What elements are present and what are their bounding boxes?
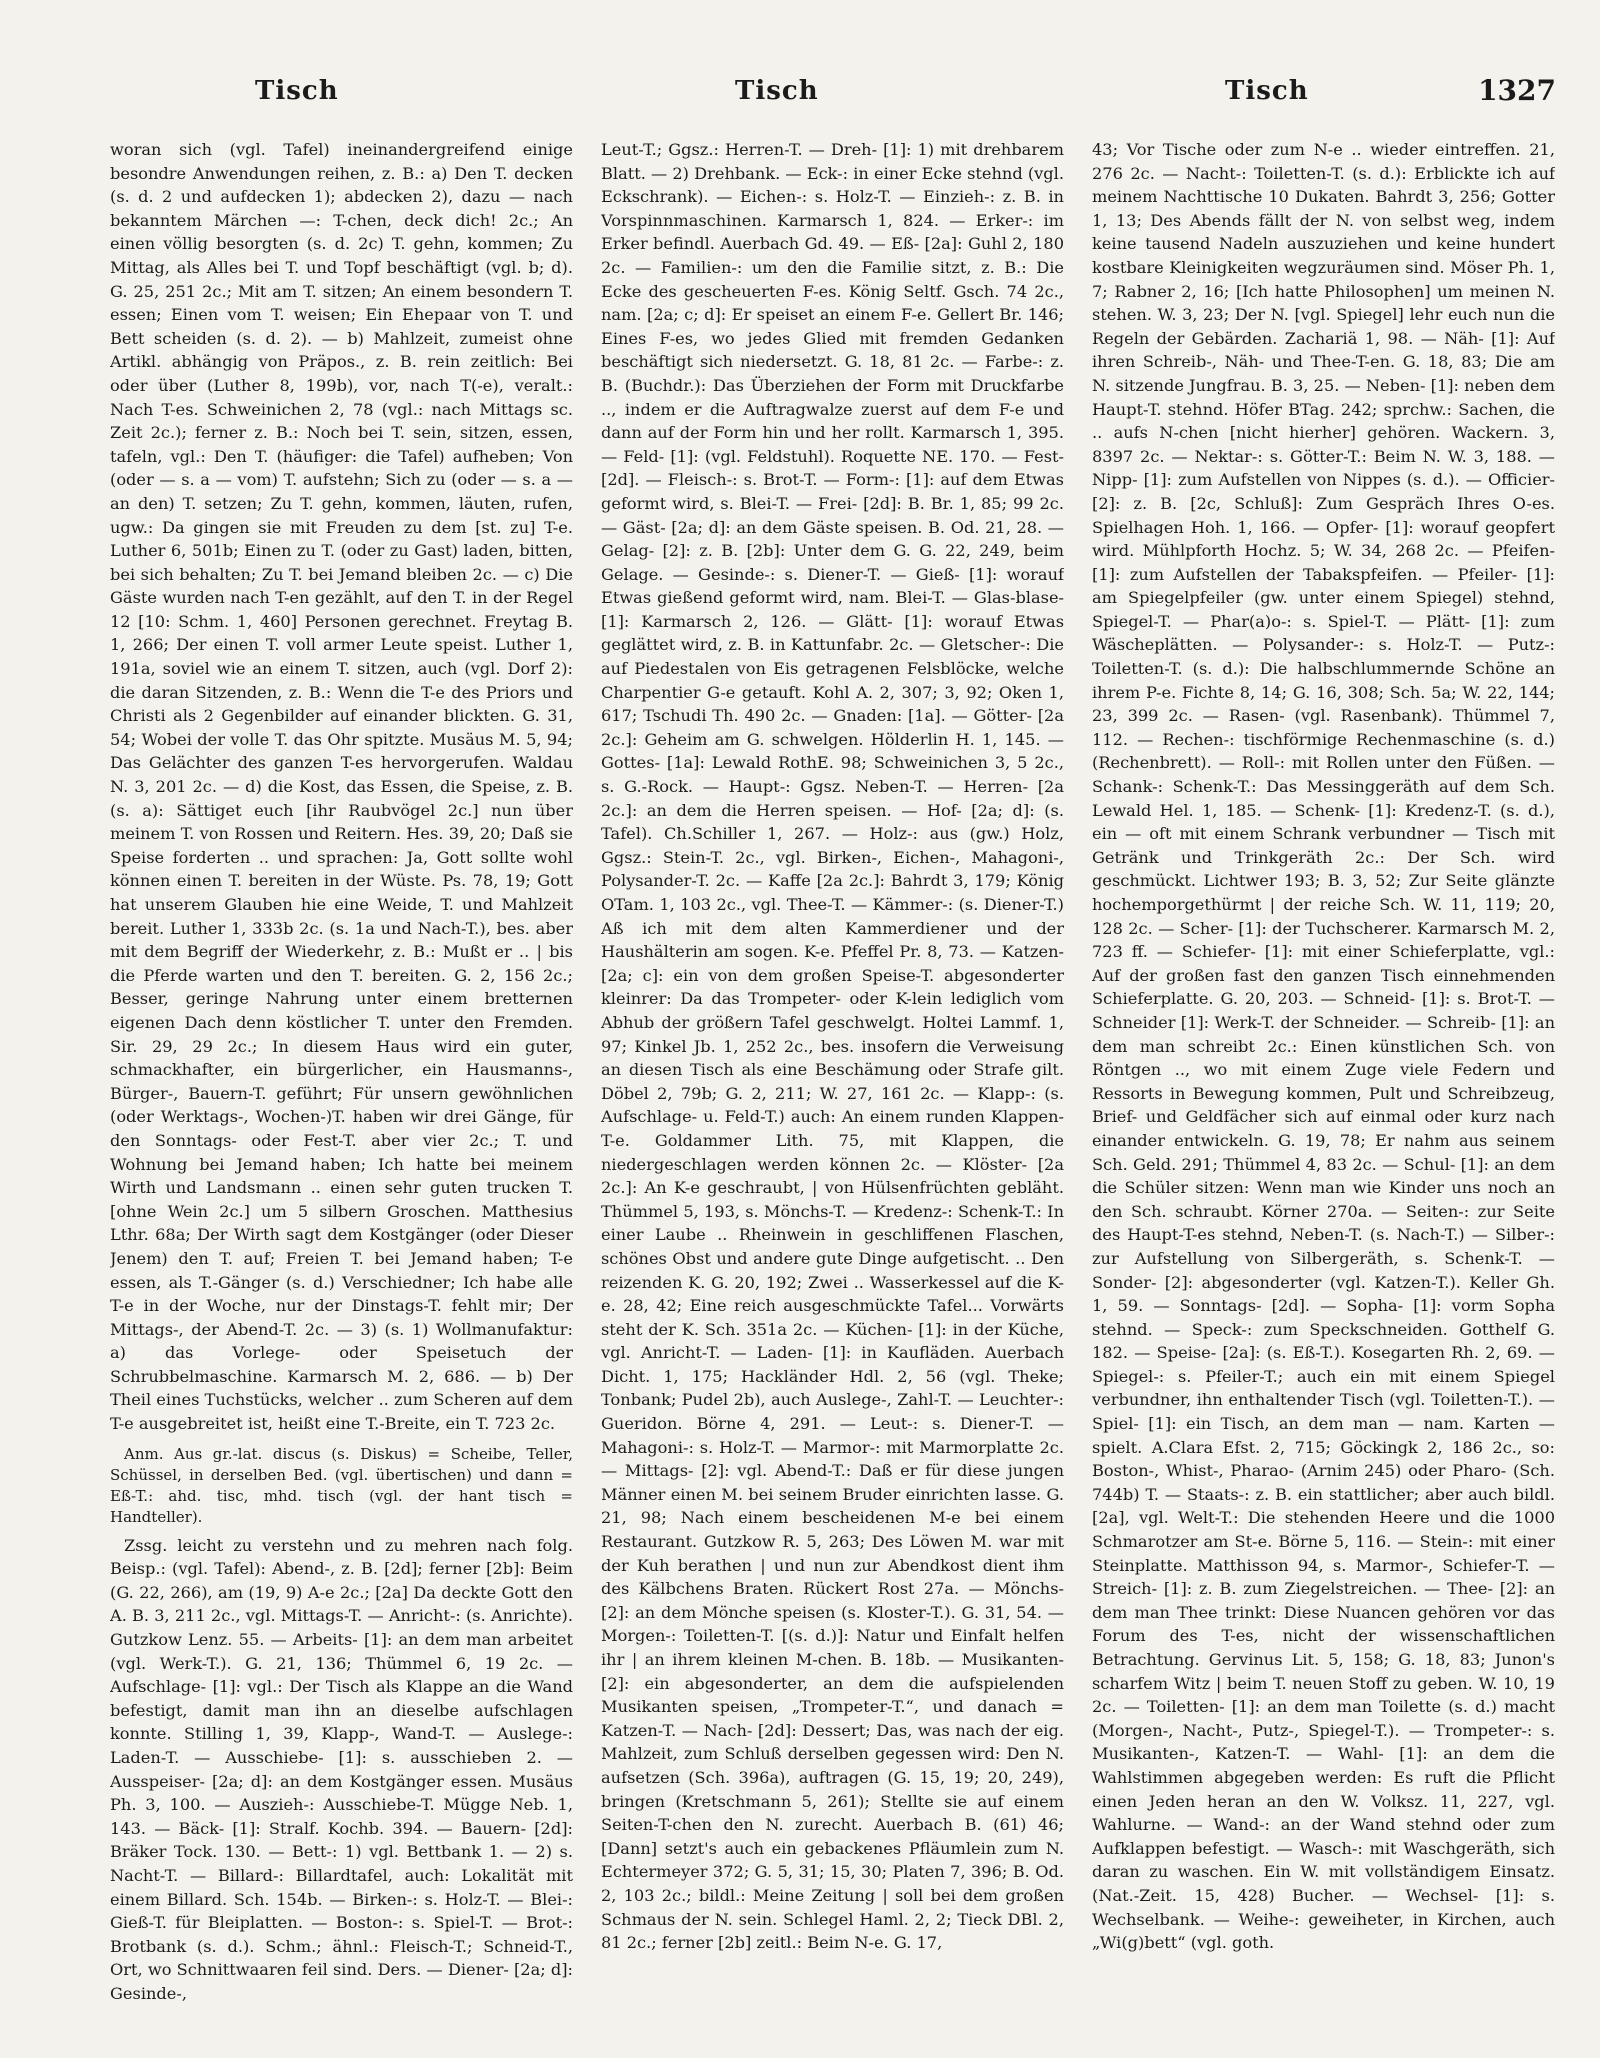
page-number: 1327 (1478, 74, 1556, 107)
column-3 (1092, 138, 1555, 2058)
column-2 (601, 138, 1064, 2058)
left-running-head: Tisch (255, 76, 339, 106)
column-1 (110, 138, 573, 2058)
page-header (110, 70, 1556, 120)
right-running-head: Tisch (1225, 76, 1309, 106)
column-2-paragraph: Leut-T.; Ggsz.: Herren-T. — Dreh- [1]: 1) mit drehbarem Blatt. — 2) Drehbank. — Eck-: in einer Ecke stehnd (vgl. Eckschrank). — Eichen-: s. Holz-T. — Einzieh-: z. B. in Vorspinnmaschinen. Karmarsch 1, 824. — Erker-: im Erker befindl. Auerbach Gd. 49. — Eß- [2a]: Guhl 2, 180 2c. — Familien-: um den die Familie sitzt, z. B.: Die Ecke des gescheuerten F-es. König Seltf. Gsch. 74 2c., nam. [2a; c; d]: Er speiset an einem F-e. Gellert Br. 146; Eines F-es, wo jedes Glied mit fremden Gedanken beschäftigt sich niedersetzt. G. 18, 81 2c. — Farbe-: z. B. (Buchdr.): Das Überziehen der Form mit Druckfarbe .., indem er die Auftragwalze zuerst auf dem F-e und dann auf der Form hin und her rollt. Karmarsch 1, 395. — Feld- [1]: (vgl. Feldstuhl). Roquette NE. 170. — Fest- [2d]. — Fleisch-: s. Brot-T. — Form-: [1]: auf dem Etwas geformt wird, s. Blei-T. — Frei- [2d]: B. Br. 1, 85; 99 2c. — Gäst- [2a; d]: an dem Gäste speisen. B. Od. 21, 28. — Gelag- [2]: z. B. [2b]: Unter dem G. G. 22, 249, beim Gelage. — Gesinde-: s. Diener-T. — Gieß- [1]: worauf Etwas gießend geformt wird, nam. Blei-T. — Glas-blase- [1]: Karmarsch 2, 126. — Glätt- [1]: worauf Etwas geglättet wird, z. B. in Kattunfabr. 2c. — Gletscher-: Die auf Piedestalen von Eis getragenen Felsblöcke, welche Charpentier G-e getauft. Kohl A. 2, 307; 3, 92; Oken 1, 617; Tschudi Th. 490 2c. — Gnaden: [1a]. — Götter- [2a 2c.]: Geheim am G. schwelgen. Hölderlin H. 1, 145. — Gottes- [1a]: Lewald RothE. 98; Schweinichen 3, 5 2c., s. G.-Rock. — Haupt-: Ggsz. Neben-T. — Herren- [2a 2c.]: an dem die Herren speisen. — Hof- [2a; d]: (s. Tafel). Ch.Schiller 1, 267. — Holz-: aus (gw.) Holz, Ggsz.: Stein-T. 2c., vgl. Birken-, Eichen-, Mahagoni-, Polysander-T. 2c. — Kaffe [2a 2c.]: Bahrdt 3, 179; König OTam. 1, 103 2c., vgl. Thee-T. — Kämmer-: (s. Diener-T.) Aß ich mit dem alten Kammerdiener und der Haushälterin am sogen. K-e. Pfeffel Pr. 8, 73. — Katzen- [2a; c]: ein von dem großen Speise-T. abgesonderter kleinrer: Da das Trompeter- oder K-lein lediglich vom Abhub der größern Tafel geschwelgt. Holtei Lammf. 1, 97; Kinkel Jb. 1, 252 2c., bes. insofern die Verweisung an diesen Tisch als eine Beschämung oder Strafe gilt. Döbel 2, 79b; G. 2, 211; W. 27, 161 2c. — Klapp-: (s. Aufschlage- u. Feld-T.) auch: An einem runden Klappen-T-e. Goldammer Lith. 75, mit Klappen, die niedergeschlagen werden können 2c. — Klöster- [2a 2c.]: An K-e geschraubt, | von Hülsenfrüchten gebläht. Thümmel 5, 193, s. Mönchs-T. — Kredenz-: Schenk-T.: In einer Laube .. Rheinwein in geschliffenen Flaschen, schönes Obst und andere gute Dinge aufgetischt. .. Den reizenden K. G. 20, 192; Zwei .. Wasserkessel auf die K-e. 28, 42; Eine reich ausgeschmückte Tafel... Vorwärts steht der K. Sch. 351a 2c. — Küchen- [1]: in der Küche, vgl. Anricht-T. — Laden- [1]: in Kaufläden. Auerbach Dicht. 1, 175; Hackländer Hdl. 2, 56 (vgl. Theke; Tonbank; Pudel 2b), auch Auslege-, Zahl-T. — Leuchter-: Gueridon. Börne 4, 291. — Leut-: s. Diener-T. — Mahagoni-: s. Holz-T. — Marmor-: mit Marmorplatte 2c. — Mittags- [2]: vgl. Abend-T.: Daß er für diese jungen Männer einen M. bei seinem Bruder einrichten lasse. G. 21, 98; Nach einem bescheidenen M-e bei einem Restaurant. Gutzkow R. 5, 263; Des Löwen M. war mit der Kuh berathen | und nun zur Abendkost dient ihm des Kälbchens Braten. Rückert Rost 27a. — Mönchs- [2]: an dem Mönche speisen (s. Kloster-T.). G. 31, 54. — Morgen-: Toiletten-T. [(s. d.)]: Natur und Einfalt helfen ihr | an ihrem kleinen M-chen. B. 18b. — Musikanten- [2]: ein abgesonderter, an dem die aufspielenden Musikanten speisen, „Trompeter-T.“, und danach = Katzen-T. — Nach- [2d]: Dessert; Das, was nach der eig. Mahlzeit, zum Schluß derselben gegessen wird: Den N. aufsetzen (Sch. 396a), auftragen (G. 15, 19; 20, 249), bringen (Kretschmann 5, 261); Stellte sie auf einem Seiten-T-chen den N. zurecht. Auerbach B. (61) 46; [Dann] setzt's auch ein gebackenes Pfläumlein zum N. Echtermeyer 372; G. 5, 31; 15, 30; Platen 7, 396; B. Od. 2, 103 2c.; bildl.: Meine Zeitung | soll bei dem großen Schmaus der N. sein. Schlegel Haml. 2, 2; Tieck DBl. 2, 81 2c.; ferner [2b] zeitl.: Beim N-e. G. 17, (601, 140, 1064, 1953)
column-1-paragraph: woran sich (vgl. Tafel) ineinandergreifend einige besondre Anwendungen reihen, z. B.: a) Den T. decken (s. d. 2 und aufdecken 1); abdecken 2), dazu — nach bekanntem Märchen —: T-chen, deck dich! 2c.; An einen völlig besorgten (s. d. 2c) T. gehn, kommen; Zu Mittag, als Alles bei T. und Topf beschäftigt (vgl. b; d). G. 25, 251 2c.; Mit am T. sitzen; An einem besondern T. essen; Einen vom T. weisen; Ein Ehepaar von T. und Bett scheiden (s. d. 2). — b) Mahlzeit, zumeist ohne Artikl. abhängig von Präpos., z. B. rein zeitlich: Bei oder über (Luther 8, 199b), vor, nach T(-e), veralt.: Nach T-es. Schweinichen 2, 78 (vgl.: nach Mittags sc. Zeit 2c.); ferner z. B.: Noch bei T. sein, sitzen, essen, tafeln, vgl.: Den T. (häufiger: die Tafel) aufheben; Von (oder — s. a — vom) T. aufstehn; Sich zu (oder — s. a — an den) T. setzen; Zu T. gehn, kommen, läuten, rufen, ugw.: Da gingen sie mit Freuden zu dem [st. zu] T-e. Luther 6, 501b; Einen zu T. (oder zu Gast) laden, bitten, bei sich behalten; Zu T. bei Jemand bleiben 2c. — c) Die Gäste wurden nach T-en gezählt, auf den T. in der Regel 12 [10: Schm. 1, 460] Personen gerechnet. Freytag B. 1, 266; Der einen T. voll armer Leute speist. Luther 1, 191a, soviel wie an einem T. sitzen, auch (vgl. Dorf 2): die daran Sitzenden, z. B.: Wenn die T-e des Priors und Christi als 2 Gegenbilder auf einander blickten. G. 31, 54; Wobei der volle T. das Ohr spitzte. Musäus M. 5, 94; Das Gelächter des ganzen T-es hervorgerufen. Waldau N. 3, 201 2c. — d) die Kost, das Essen, die Speise, z. B. (s. a): Sättiget euch [ihr Raubvögel 2c.] nun über meinem T. von Rossen und Reitern. Hes. 39, 20; Daß sie Speise forderten .. und sprachen: Ja, Gott sollte wohl können einen T. bereiten in der Wüste. Ps. 78, 19; Gott hat unserem Glauben hie eine Weide, T. und Mahlzeit bereit. Luther 1, 333b 2c. (s. 1a und Nach-T.), bes. aber mit dem Begriff der Wiederkehr, z. B.: Mußt er .. | bis die Pferde warten und den T. bereiten. G. 2, 156 2c.; Besser, geringe Nahrung unter einem bretternen eigenen Dach denn köstlicher T. unter den Fremden. Sir. 29, 29 2c.; In diesem Haus wird ein guter, schmackhafter, ein bürgerlicher, ein Hausmanns-, Bürger-, Bauern-T. geführt; Für unsern gewöhnlichen (oder Werktags-, Wochen-)T. haben wir drei Gänge, für den Sonntags- oder Fest-T. aber vier 2c.; T. und Wohnung bei Jemand haben; Ich hatte bei meinem Wirth und Landsmann .. einen sehr guten trucken T. [ohne Wein 2c.] um 5 silbern Groschen. Matthesius Lthr. 68a; Der Wirth sagt dem Kostgänger (oder Dieser Jenem) den T. auf; Freien T. bei Jemand haben; T-e essen, als T.-Gänger (s. d.) Verschiedner; Ich habe alle T-e in der Woche, nur der Dinstags-T. fehlt mir; Der Mittags-, der Abend-T. 2c. — 3) (s. 1) Wollmanufaktur: a) das Vorlege- oder Speisetuch der Schrubbelmaschine. Karmarsch M. 2, 686. — b) Der Theil eines Tuchstücks, welcher .. zum Scheren auf dem T-e ausgebreitet ist, heißt eine T.-Breite, ein T. 723 2c. (110, 140, 573, 1434)
column-1-compounds: Zssg. leicht zu verstehn und zu mehren nach folg. Beisp.: (vgl. Tafel): Abend-, z. B. [2d]; ferner [2b]: Beim (G. 22, 266), am (19, 9) A-e 2c.; [2a] Da deckte Gott den A. B. 3, 211 2c., vgl. Mittags-T. — Anricht-: (s. Anrichte). Gutzkow Lenz. 55. — Arbeits- [1]: an dem man arbeitet (vgl. Werk-T.). G. 21, 136; Thümmel 6, 19 2c. — Aufschlage- [1]: vgl.: Der Tisch als Klappe an die Wand befestigt, damit man ihn an dieselbe aufschlagen konnte. Stilling 1, 39, Klapp-, Wand-T. — Auslege-: Laden-T. — Ausschiebe- [1]: s. ausschieben 2. — Ausspeiser- [2a; d]: an dem Kostgänger essen. Musäus Ph. 3, 100. — Auszieh-: Ausschiebe-T. Mügge Neb. 1, 143. — Bäck- [1]: Stralf. Kochb. 394. — Bauern- [2d]: Bräker Tock. 130. — Bett-: 1) vgl. Bettbank 1. — 2) s. Nacht-T. — Billard-: Billardtafel, auch: Lokalität mit einem Billard. Sch. 154b. — Birken-: s. Holz-T. — Blei-: Gieß-T. für Bleiplatten. — Boston-: s. Spiel-T. — Brot-: Brotbank (s. d.). Schm.; ähnl.: Fleisch-T.; Schneid-T., Ort, wo Schnittwaaren feil sind. Ders. — Diener- [2a; d]: Gesinde-, (110, 1535, 573, 2003)
column-1-note: Anm. Aus gr.-lat. discus (s. Diskus) = Scheibe, Teller, Schüssel, in derselben Bed. (vgl. übertischen) und dann = Eß-T.: ahd. tisc, mhd. tisch (vgl. der hant tisch = Handteller). (110, 1444, 573, 1526)
column-3-paragraph: 43; Vor Tische oder zum N-e .. wieder eintreffen. 21, 276 2c. — Nacht-: Toiletten-T. (s. d.): Erblickte ich auf meinem Nachttische 10 Dukaten. Bahrdt 3, 256; Gotter 1, 13; Des Abends fällt der N. von selbst weg, indem keine tausend Nadeln auszuziehen und keine hundert kostbare Kleinigkeiten wegzuräumen sind. Möser Ph. 1, 7; Rabner 2, 16; [Ich hatte Philosophen] um meinen N. stehen. W. 3, 23; Der N. [vgl. Spiegel] lehr euch nun die Regeln der Gebärden. Zachariä 1, 98. — Näh- [1]: Auf ihren Schreib-, Näh- und Thee-T-en. G. 18, 83; Die am N. sitzende Jungfrau. B. 3, 25. — Neben- [1]: neben dem Haupt-T. stehnd. Höfer BTag. 242; sprchw.: Sachen, die .. aufs N-chen [nicht hierher] gehören. Wackern. 3, 8397 2c. — Nektar-: s. Götter-T.: Beim N. W. 3, 188. — Nipp- [1]: zum Aufstellen von Nippes (s. d.). — Officier- [2]: z. B. [2c, Schluß]: Zum Gespräch Ihres O-es. Spielhagen Hoh. 1, 166. — Opfer- [1]: worauf geopfert wird. Mühlpforth Hochz. 5; W. 34, 268 2c. — Pfeifen- [1]: zum Aufstellen der Tabakspfeifen. — Pfeiler- [1]: am Spiegelpfeiler (gw. unter einem Spiegel) stehnd, Spiegel-T. — Phar(a)o-: s. Spiel-T. — Plätt- [1]: zum Wäscheplätten. — Polysander-: s. Holz-T. — Putz-: Toiletten-T. (s. d.): Die halbschlummernde Schöne an ihrem P-e. Fichte 8, 14; G. 16, 308; Sch. 5a; W. 22, 144; 23, 399 2c. — Rasen- (vgl. Rasenbank). Thümmel 7, 112. — Rechen-: tischförmige Rechenmaschine (s. d.) (Rechenbrett). — Roll-: mit Rollen unter den Füßen. — Schank-: Schenk-T.: Das Messinggeräth auf dem Sch. Lewald Hel. 1, 185. — Schenk- [1]: Kredenz-T. (s. d.), ein — oft mit einem Schrank verbundner — Tisch mit Getränk und Trinkgeräth 2c.: Der Sch. wird geschmückt. Lichtwer 193; B. 3, 52; Zur Seite glänzte hochemporgethürmt | der reiche Sch. W. 11, 119; 20, 128 2c. — Scher- [1]: der Tuchscherer. Karmarsch M. 2, 723 ff. — Schiefer- [1]: mit einer Schieferplatte, vgl.: Auf der großen fast den ganzen Tisch einnehmenden Schieferplatte. G. 20, 203. — Schneid- [1]: s. Brot-T. — Schneider [1]: Werk-T. der Schneider. — Schreib- [1]: an dem man schreibt 2c.: Einen künstlichen Sch. von Röntgen .., wo mit einem Zuge viele Federn und Ressorts in Bewegung kommen, Pult und Schreibzeug, Brief- und Geldfächer sich auf einmal oder kurz nach einander entwickeln. G. 19, 78; Er nahm aus seinem Sch. Geld. 291; Thümmel 4, 83 2c. — Schul- [1]: an dem die Schüler sitzen: Wenn man wie Kinder uns noch an den Sch. schraubt. Körner 270a. — Seiten-: zur Seite des Haupt-T-es stehnd, Neben-T. (s. Nach-T.) — Silber-: zur Aufstellung von Silbergeräth, s. Schenk-T. — Sonder- [2]: abgesonderter (vgl. Katzen-T.). Keller Gh. 1, 59. — Sonntags- [2d]. — Sopha- [1]: vorm Sopha stehnd. — Speck-: zum Speckschneiden. Gotthelf G. 182. — Speise- [2a]: (s. Eß-T.). Kosegarten Rh. 2, 69. — Spiegel-: s. Pfeiler-T.; auch ein mit einem Spiegel verbundner, ihn enthaltender Tisch (vgl. Toiletten-T.). — Spiel- [1]: ein Tisch, an dem man — nam. Karten — spielt. A.Clara Efst. 2, 715; Göckingk 2, 186 2c., so: Boston-, Whist-, Pharao- (Arnim 245) oder Pharo- (Sch. 744b) T. — Staats-: z. B. ein stattlicher; aber auch bildl. [2a], vgl. Welt-T.: Die stehenden Heere und die 1000 Schmarotzer am St-e. Börne 5, 116. — Stein-: mit einer Steinplatte. Matthisson 94, s. Marmor-, Schiefer-T. — Streich- [1]: z. B. zum Ziegelstreichen. — Thee- [2]: an dem man Thee trinkt: Diese Nuancen gehören vor das Forum des T-es, nicht der wissenschaftlichen Betrachtung. Gervinus Lit. 5, 158; G. 18, 83; Junon's scharfem Witz | beim T. neuen Stoff zu geben. W. 10, 19 2c. — Toiletten- [1]: an dem man Toilette (s. d.) macht (Morgen-, Nacht-, Putz-, Spiegel-T.). — Trompeter-: s. Musikanten-, Katzen-T. — Wahl- [1]: an dem die Wahlstimmen abgegeben werden: Es ruft die Pflicht einen Jeden heran an den W. Volksz. 11, 227, vgl. Wahlurne. — Wand-: an der Wand stehnd oder zum Aufklappen befestigt. — Wasch-: mit Waschgeräth, sich daran zu waschen. Ein W. mit vollständigem Einsatz. (Nat.-Zeit. 15, 428) Bucher. — Wechsel- [1]: s. Wechselbank. — Weihe-: geweiheter, in Kirchen, auch „Wi(g)bett“ (vgl. goth. (1092, 140, 1555, 1953)
middle-running-head: Tisch (735, 76, 819, 106)
text-columns (110, 138, 1556, 2058)
